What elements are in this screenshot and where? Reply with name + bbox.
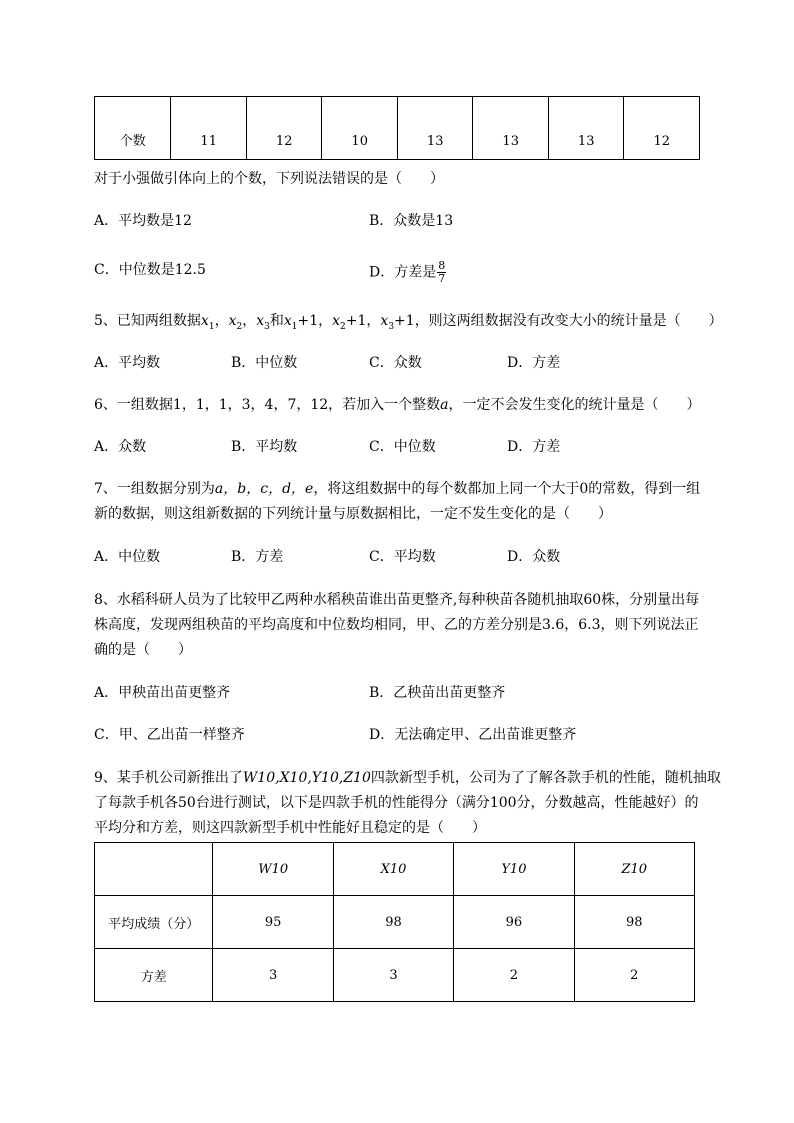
var-x: x bbox=[332, 313, 341, 329]
q9-stem-line3: 平均分和方差，则这四款新型手机中性能好且稳定的是（ ） bbox=[94, 820, 486, 836]
q9-stem-line2: 了每款手机各50台进行测试，以下是四款手机的性能得分（满分100分，分数越高，性能越好）的 bbox=[94, 795, 699, 811]
and-text: 和 bbox=[269, 313, 284, 329]
table-cell: 98 bbox=[333, 896, 453, 949]
var-a: a bbox=[440, 397, 449, 413]
table-cell: 2 bbox=[574, 949, 694, 1002]
q5-stem-prefix: 5、已知两组数据 bbox=[94, 313, 201, 329]
q9-stem-suffix: 四款新型手机，公司为了了解各款手机的性能，随机抽取 bbox=[370, 770, 721, 786]
q4-option-c: C．中位数是12.5 bbox=[94, 262, 206, 278]
q9-stem-line1 bbox=[94, 768, 721, 788]
plus-one: +1 bbox=[394, 313, 415, 329]
q7-option-d: D．众数 bbox=[507, 549, 561, 565]
q5-option-b: B．中位数 bbox=[231, 355, 298, 371]
var-x: x bbox=[380, 313, 389, 329]
model-w10: W10 bbox=[258, 861, 289, 877]
q7-stem-prefix: 7、一组数据分别为 bbox=[94, 481, 215, 497]
table-row bbox=[95, 97, 700, 160]
model-x10: X10 bbox=[380, 861, 407, 877]
table-header-cell bbox=[95, 843, 213, 896]
table-cell: 96 bbox=[454, 896, 574, 949]
table-cell: 3 bbox=[333, 949, 453, 1002]
q4-option-a: A．平均数是12 bbox=[94, 213, 192, 229]
subscript: 2 bbox=[340, 321, 346, 332]
q9-stem-prefix: 9、某手机公司新推出了 bbox=[94, 770, 243, 786]
table-cell: 11 bbox=[171, 97, 247, 160]
model-z10: Z10 bbox=[621, 861, 648, 877]
q8-stem-line1: 8、水稻科研人员为了比较甲乙两种水稻秧苗谁出苗更整齐,每种秧苗各随机抽取60株，分别量出每 bbox=[94, 592, 700, 608]
subscript: 2 bbox=[236, 321, 243, 332]
q7-stem-line2: 新的数据，则这组新数据的下列统计量与原数据相比，一定不发生变化的是（ ） bbox=[94, 506, 612, 522]
table-row bbox=[95, 896, 695, 949]
subscript: 3 bbox=[264, 321, 270, 332]
table-cell: 13 bbox=[548, 97, 624, 160]
q9-models: W10,X10,Y10,Z10 bbox=[242, 770, 371, 786]
subscript: 3 bbox=[388, 321, 395, 332]
q5-stem-suffix: ，则这两组数据没有改变大小的统计量是（ ） bbox=[414, 313, 723, 329]
q5-option-d: D．方差 bbox=[507, 355, 561, 371]
var-x: x bbox=[200, 313, 209, 329]
q8-stem-line3: 确的是（ ） bbox=[94, 642, 192, 658]
table-cell: 10 bbox=[322, 97, 398, 160]
comma: ， bbox=[214, 313, 229, 329]
table-row bbox=[95, 949, 695, 1002]
q7-option-c: C．平均数 bbox=[369, 549, 436, 565]
fraction bbox=[437, 260, 446, 285]
phone-scores-table bbox=[94, 842, 695, 1002]
table-header-cell bbox=[574, 843, 694, 896]
q6-stem-prefix: 6、一组数据1，1，1，3，4，7，12，若加入一个整数 bbox=[94, 397, 441, 413]
table-header-row bbox=[95, 843, 695, 896]
q7-option-a: A．中位数 bbox=[94, 549, 161, 565]
q6-stem bbox=[94, 395, 701, 415]
q4-option-b: B．众数是13 bbox=[369, 213, 454, 229]
subscript: 1 bbox=[208, 321, 215, 332]
table-cell: 13 bbox=[473, 97, 549, 160]
table-cell: 98 bbox=[574, 896, 694, 949]
q7-vars: a，b，c，d，e bbox=[214, 481, 314, 497]
model-y10: Y10 bbox=[501, 861, 527, 877]
table-cell: 3 bbox=[213, 949, 333, 1002]
table-cell: 12 bbox=[624, 97, 700, 160]
table-row-label: 平均成绩（分） bbox=[95, 896, 213, 949]
q8-option-b: B．乙秧苗出苗更整齐 bbox=[369, 685, 506, 701]
plus-one: +1 bbox=[345, 313, 367, 329]
table-header-cell bbox=[333, 843, 453, 896]
comma: ， bbox=[242, 313, 257, 329]
var-x: x bbox=[256, 313, 265, 329]
q6-stem-suffix: ，一定不会发生变化的统计量是（ ） bbox=[448, 397, 701, 413]
counts-table bbox=[94, 96, 700, 160]
q8-option-a: A．甲秧苗出苗更整齐 bbox=[94, 685, 231, 701]
table-header-cell bbox=[213, 843, 333, 896]
table-cell: 12 bbox=[246, 97, 322, 160]
q6-option-a: A．众数 bbox=[94, 439, 147, 455]
q7-stem-suffix: ，将这组数据中的每个数都加上同一个大于0的常数，得到一组 bbox=[313, 481, 701, 497]
comma: ， bbox=[318, 313, 333, 329]
q5-option-a: A．平均数 bbox=[94, 355, 161, 371]
q8-stem-line2: 株高度，发现两组秧苗的平均高度和中位数均相同，甲、乙的方差分别是3.6，6.3，则下列说法正 bbox=[94, 617, 699, 633]
table-cell: 2 bbox=[454, 949, 574, 1002]
fraction-denominator: 7 bbox=[438, 272, 446, 285]
var-x: x bbox=[283, 313, 292, 329]
q4-stem: 对于小强做引体向上的个数，下列说法错误的是（ ） bbox=[94, 171, 444, 187]
q6-option-b: B．平均数 bbox=[231, 439, 298, 455]
subscript: 1 bbox=[291, 321, 298, 332]
q4-option-d bbox=[369, 260, 446, 285]
q8-option-d: D．无法确定甲、乙出苗谁更整齐 bbox=[369, 727, 577, 743]
table-cell-label: 个数 bbox=[95, 97, 171, 160]
q7-option-b: B．方差 bbox=[231, 549, 284, 565]
var-x: x bbox=[228, 313, 237, 329]
q8-option-c: C．甲、乙出苗一样整齐 bbox=[94, 727, 245, 743]
q4-option-d-text: D．方差是 bbox=[369, 264, 437, 281]
q5-stem bbox=[94, 311, 723, 337]
q5-option-c: C．众数 bbox=[369, 355, 422, 371]
table-cell: 13 bbox=[397, 97, 473, 160]
comma: ， bbox=[366, 313, 381, 329]
plus-one: +1 bbox=[297, 313, 319, 329]
q6-option-d: D．方差 bbox=[507, 439, 561, 455]
table-header-cell bbox=[454, 843, 574, 896]
table-cell: 95 bbox=[213, 896, 333, 949]
table-row-label: 方差 bbox=[95, 949, 213, 1002]
fraction-numerator: 8 bbox=[438, 259, 446, 272]
q7-stem-line1 bbox=[94, 479, 700, 499]
q6-option-c: C．中位数 bbox=[369, 439, 436, 455]
